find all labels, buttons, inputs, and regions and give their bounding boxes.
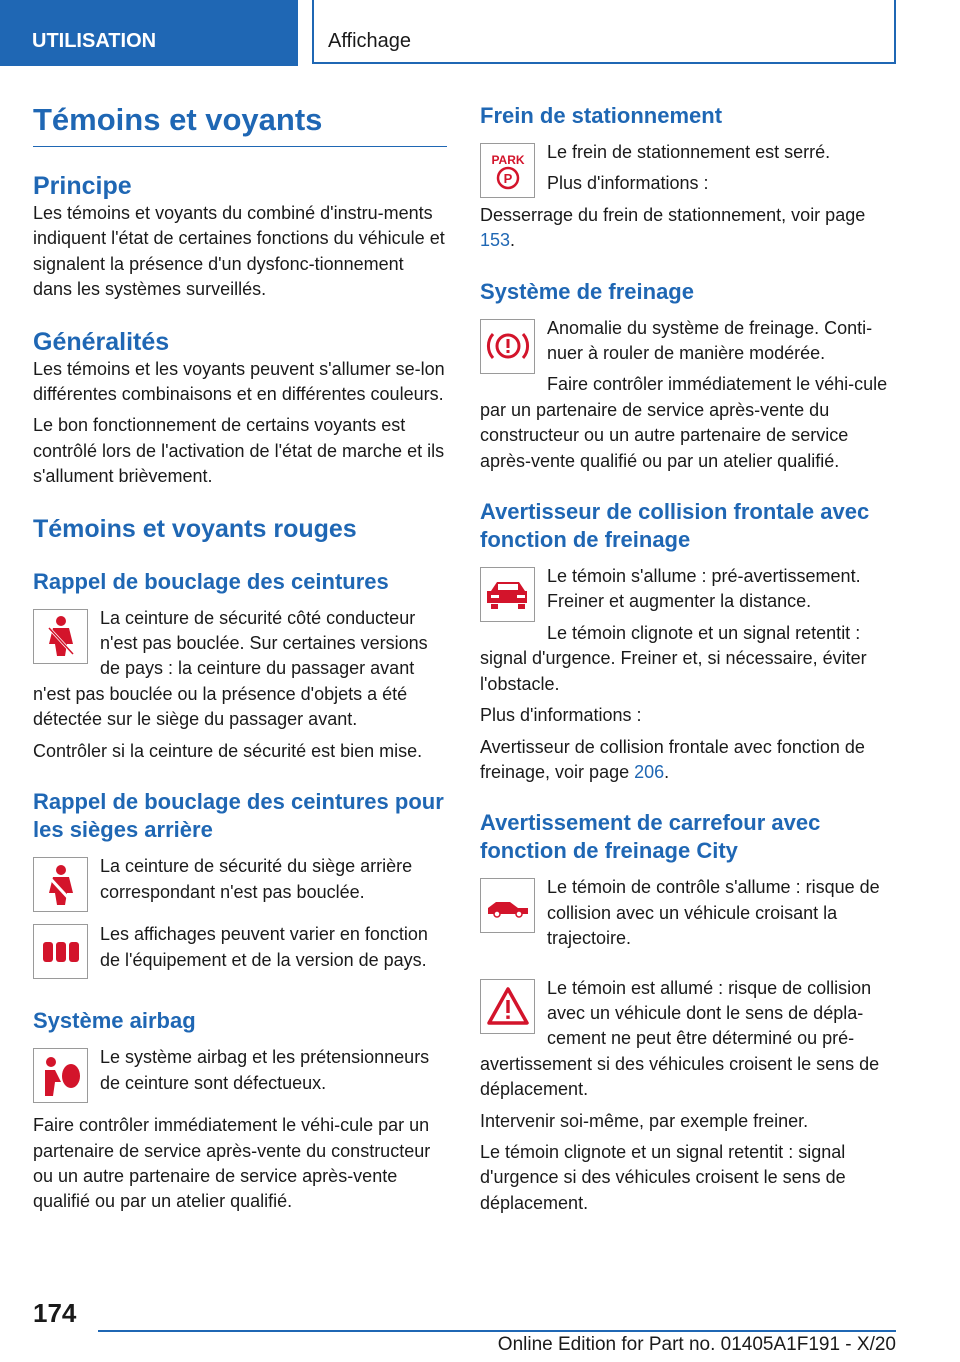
svg-text:P: P [503,170,512,186]
generalites-text-2: Le bon fonctionnement de certains voyants est contrôlé lors de l'activation de l'état de marche et ils s'allument brièvement. [33,415,445,487]
airbag-text-2: Faire contrôler immédiatement le véhi-cule par un partenaire de service après-vente du constructeur ou un autre partenaire de service après-vente qualifié ou par un atelier qualifié. [33,1115,431,1212]
heading-principe: Principe [33,172,132,200]
collision-text-3: Plus d'informations : [480,705,642,726]
seatbelt-warning-icon [33,609,88,664]
heading-crossroad-warning: Avertissement de carrefour avec fonction de freinage City [480,810,821,864]
heading-generalites: Généralités [33,327,170,356]
rear-seatbelt-text: La ceinture de sécurité du siège arrière correspondant n'est pas bouclée. [100,856,413,902]
rear-seatbelt-icon [33,857,88,912]
chapter-label: Affichage [328,30,412,52]
footer-divider [98,1330,896,1332]
page-link-153[interactable]: 153 [480,230,511,251]
page-title: Témoins et voyants [33,100,447,147]
collision-ref: Avertisseur de collision frontale avec fonction de freinage, voir page 206. [480,736,865,782]
section-label: UTILISATION [32,30,157,52]
parking-brake-ref: Desserrage du frein de stationnement, voir page 153. [480,204,866,251]
page-link-206[interactable]: 206 [634,761,665,782]
page-number: 174 [33,1298,77,1328]
parking-brake-ref-text: Desserrage du frein de stationnement, voir page [480,204,866,225]
parking-brake-text-2: Plus d'informations : [547,173,709,194]
crossing-vehicle-icon [480,878,535,933]
heading-seatbelt-reminder: Rappel de bouclage des ceintures [33,568,389,594]
park-brake-icon [480,143,535,198]
braking-text: Anomalie du système de freinage. Conti-nuer à rouler de manière modérée. [547,317,873,364]
collision-text: Le témoin s'allume : pré-avertissement. Freiner et augmenter la distance. [547,566,861,612]
principe-text: Les témoins et voyants du combiné d'instru-ments indiquent l'état de certaines fonctions du véhicule et signalent la présence d'un dysfonc-tionnement dans les systèmes surveillés. [33,203,445,300]
crossroad-text-4: Le témoin clignote et un signal retentit : signal d'urgence si des véhicules croisent le sens de déplacement. [480,1141,846,1213]
heading-rear-seatbelt: Rappel de bouclage des ceintures pour les sièges arrière [33,789,444,843]
rear-seats-icon [33,924,88,979]
front-collision-icon [480,567,535,622]
svg-text:PARK: PARK [490,152,525,167]
parking-brake-text: Le frein de stationnement est serré. [547,142,831,162]
airbag-text: Le système airbag et les prétensionneurs de ceinture sont défectueux. [100,1047,430,1093]
right-column [480,102,892,1216]
crossroad-text-3: Intervenir soi-même, par exemple freiner. [480,1110,809,1131]
warning-triangle-icon [480,979,535,1034]
braking-text-2: Faire contrôler immédiatement le véhi-cule par un partenaire de service après-vente du constructeur ou un autre partenaire de service après-vente qualifié ou par un atelier qualifié. [480,374,888,471]
airbag-warning-icon [33,1048,88,1103]
generalites-text-1: Les témoins et les voyants peuvent s'allumer se-lon différentes combinaisons et en différentes couleurs. [33,358,445,405]
collision-ref-text: Avertisseur de collision frontale avec fonction de freinage, voir page [480,736,865,782]
crossroad-text: Le témoin de contrôle s'allume : risque de collision avec un véhicule croisant la trajectoire. [547,877,880,949]
crossroad-text-2: Le témoin est allumé : risque de collision avec un véhicule dont le sens de dépla-cement ne peut être déterminé ou pré-avertissement si des véhicules croisent le sens de déplacement. [480,977,880,1100]
left-column [33,100,447,1215]
heading-braking-system: Système de freinage [480,278,694,304]
seatbelt-text: La ceinture de sécurité côté conducteur n'est pas bouclée. Sur certaines versions de pays : la ceinture du passager avant n'est pas bouclée ou la présence d'objets a été détectée sur le siège du passager avant. [33,607,428,730]
chapter-tab [312,0,896,64]
heading-collision-warning: Avertisseur de collision frontale avec fonction de freinage [480,499,870,553]
collision-text-2: Le témoin clignote et un signal retentit : signal d'urgence. Freiner et, si nécessaire, éviter l'obstacle. [480,622,867,694]
footer-edition: Online Edition for Part no. 01405A1F191 - X/20 [497,1334,896,1355]
rear-seatbelt-text-2: Les affichages peuvent varier en fonction de l'équipement et de la version de pays. [100,924,428,970]
section-tab [0,0,298,66]
heading-airbag: Système airbag [33,1008,196,1034]
seatbelt-text-2: Contrôler si la ceinture de sécurité est bien mise. [33,740,423,761]
heading-red-indicators: Témoins et voyants rouges [33,514,357,543]
brake-system-icon [480,319,535,374]
heading-parking-brake: Frein de stationnement [480,103,723,128]
